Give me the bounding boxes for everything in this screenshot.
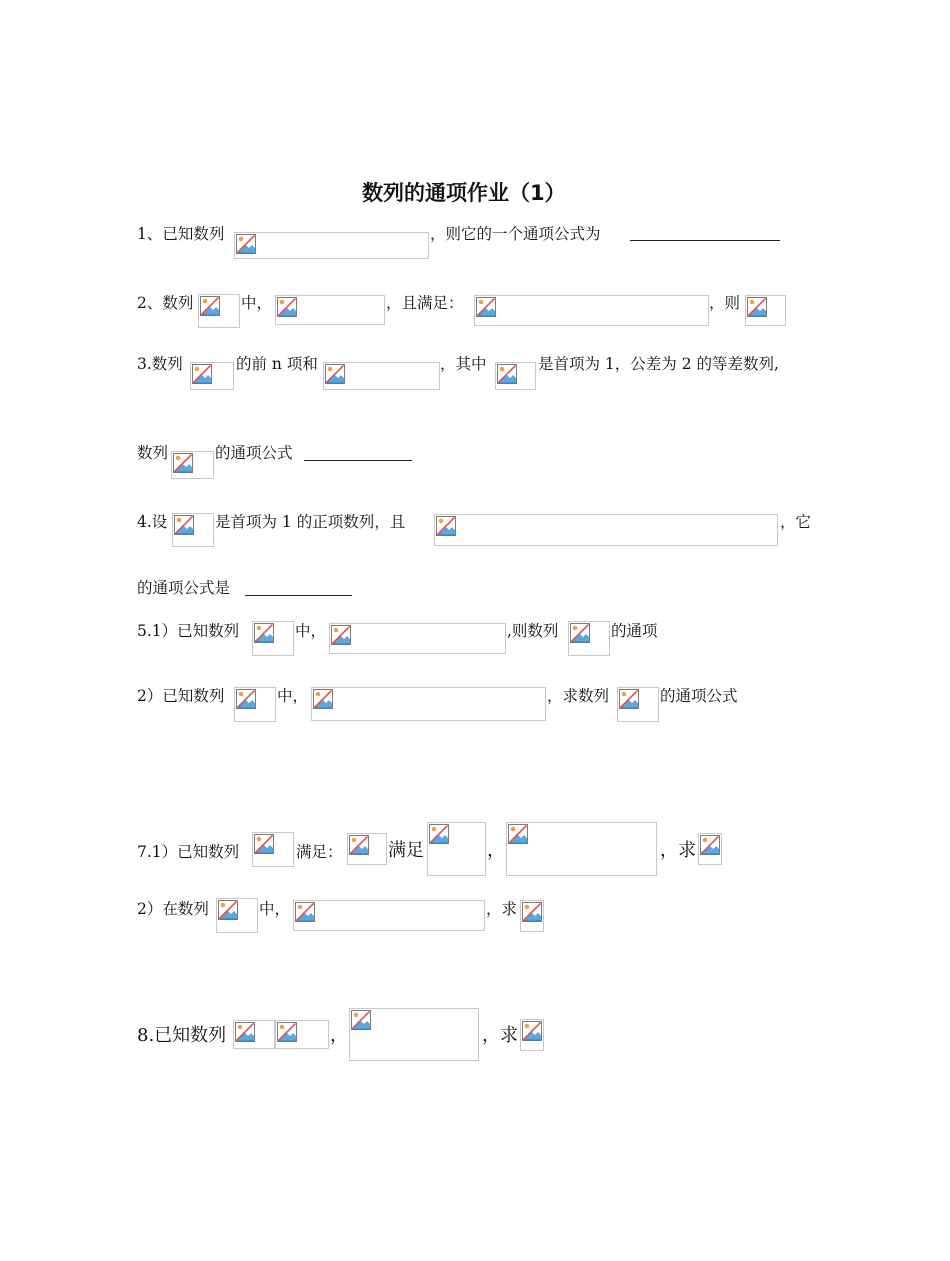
formula-image — [347, 833, 387, 865]
broken-image-icon — [236, 689, 256, 709]
q4-text-d: 的通项公式是 — [137, 579, 231, 597]
q3-text-d: 是首项为 1，公差为 2 的等差数列, — [538, 355, 779, 373]
broken-image-icon — [200, 296, 220, 316]
q7-text-g: 中， — [259, 900, 291, 918]
formula-image — [427, 822, 486, 876]
broken-image-icon — [429, 824, 449, 844]
q7-text-f: 2）在数列 — [137, 900, 209, 918]
q7-text-c: 满足 — [388, 840, 424, 861]
formula-image — [349, 1008, 479, 1061]
formula-image — [234, 232, 429, 259]
q2-text-a: 2、数列 — [137, 294, 194, 312]
q1-text-b: ，则它的一个通项公式为 — [430, 225, 601, 243]
broken-image-icon — [522, 902, 542, 922]
formula-image — [216, 898, 258, 933]
q4-text-b: 是首项为 1 的正项数列，且 — [215, 513, 406, 531]
broken-image-icon — [235, 1022, 255, 1042]
formula-image — [234, 687, 276, 722]
formula-image — [474, 295, 709, 326]
q2-text-d: ，则 — [709, 294, 741, 312]
formula-image — [233, 1020, 275, 1049]
q3-text-b: 的前 n 项和 — [236, 355, 318, 373]
broken-image-icon — [436, 516, 456, 536]
broken-image-icon — [508, 824, 528, 844]
broken-image-icon — [236, 234, 256, 254]
q8-text-c: ，求 — [482, 1025, 518, 1046]
formula-image — [171, 451, 214, 479]
page-title: 数列的通项作业（1） — [362, 181, 566, 205]
q3-text-e: 数列 — [137, 444, 169, 462]
broken-image-icon — [619, 689, 639, 709]
broken-image-icon — [349, 835, 369, 855]
broken-image-icon — [497, 364, 517, 384]
formula-image — [172, 513, 214, 547]
formula-image — [745, 295, 786, 326]
q1-text-a: 1、已知数列 — [137, 225, 225, 243]
q5-text-c: ,则数列 — [507, 622, 559, 640]
broken-image-icon — [331, 625, 351, 645]
formula-image — [520, 1019, 544, 1051]
q8-text-b: ， — [330, 1025, 348, 1046]
formula-image — [568, 621, 610, 656]
q2-text-c: ，且满足： — [386, 294, 464, 312]
q3-text-a: 3.数列 — [137, 355, 183, 373]
q3-text-c: ，其中 — [440, 355, 487, 373]
q5-text-d: 的通项 — [611, 622, 658, 640]
formula-image — [495, 362, 536, 390]
formula-image — [617, 687, 659, 722]
broken-image-icon — [218, 900, 238, 920]
broken-image-icon — [325, 364, 345, 384]
broken-image-icon — [700, 835, 720, 855]
answer-blank[interactable] — [245, 595, 352, 596]
q2-text-b: 中， — [241, 294, 273, 312]
broken-image-icon — [313, 689, 333, 709]
formula-image — [293, 900, 485, 931]
q5-text-g: ，求数列 — [547, 687, 610, 705]
answer-blank[interactable] — [630, 240, 780, 241]
q8-text-a: 8.已知数列 — [137, 1025, 227, 1046]
formula-image — [311, 687, 546, 721]
q5-text-f: 中， — [277, 687, 309, 705]
q7-text-a: 7.1）已知数列 — [137, 843, 240, 861]
q5-text-e: 2）已知数列 — [137, 687, 225, 705]
q3-text-f: 的通项公式 — [215, 444, 293, 462]
q7-text-d: ， — [487, 840, 505, 861]
formula-image — [506, 822, 657, 876]
broken-image-icon — [295, 902, 315, 922]
formula-image — [190, 362, 234, 390]
broken-image-icon — [254, 834, 274, 854]
q5-text-h: 的通项公式 — [660, 687, 738, 705]
answer-blank[interactable] — [304, 460, 412, 461]
broken-image-icon — [570, 623, 590, 643]
formula-image — [329, 623, 506, 654]
broken-image-icon — [277, 1022, 297, 1042]
formula-image — [520, 900, 544, 932]
broken-image-icon — [254, 623, 274, 643]
q7-text-h: ，求 — [486, 900, 518, 918]
q4-text-c: ，它 — [780, 513, 812, 531]
formula-image — [323, 362, 440, 390]
broken-image-icon — [747, 297, 767, 317]
broken-image-icon — [522, 1021, 542, 1041]
q7-text-e: ，求 — [660, 840, 696, 861]
q5-text-b: 中， — [295, 622, 327, 640]
formula-image — [198, 294, 240, 328]
q4-text-a: 4.设 — [137, 513, 168, 531]
broken-image-icon — [351, 1010, 371, 1030]
broken-image-icon — [277, 297, 297, 317]
q5-text-a: 5.1）已知数列 — [137, 622, 240, 640]
broken-image-icon — [174, 515, 194, 535]
broken-image-icon — [476, 297, 496, 317]
formula-image — [252, 621, 294, 656]
formula-image — [434, 514, 778, 546]
broken-image-icon — [173, 453, 193, 473]
formula-image — [698, 833, 722, 865]
broken-image-icon — [192, 364, 212, 384]
formula-image — [275, 1020, 329, 1049]
formula-image — [252, 832, 294, 867]
q7-text-b: 满足： — [296, 843, 343, 861]
formula-image — [275, 295, 385, 325]
